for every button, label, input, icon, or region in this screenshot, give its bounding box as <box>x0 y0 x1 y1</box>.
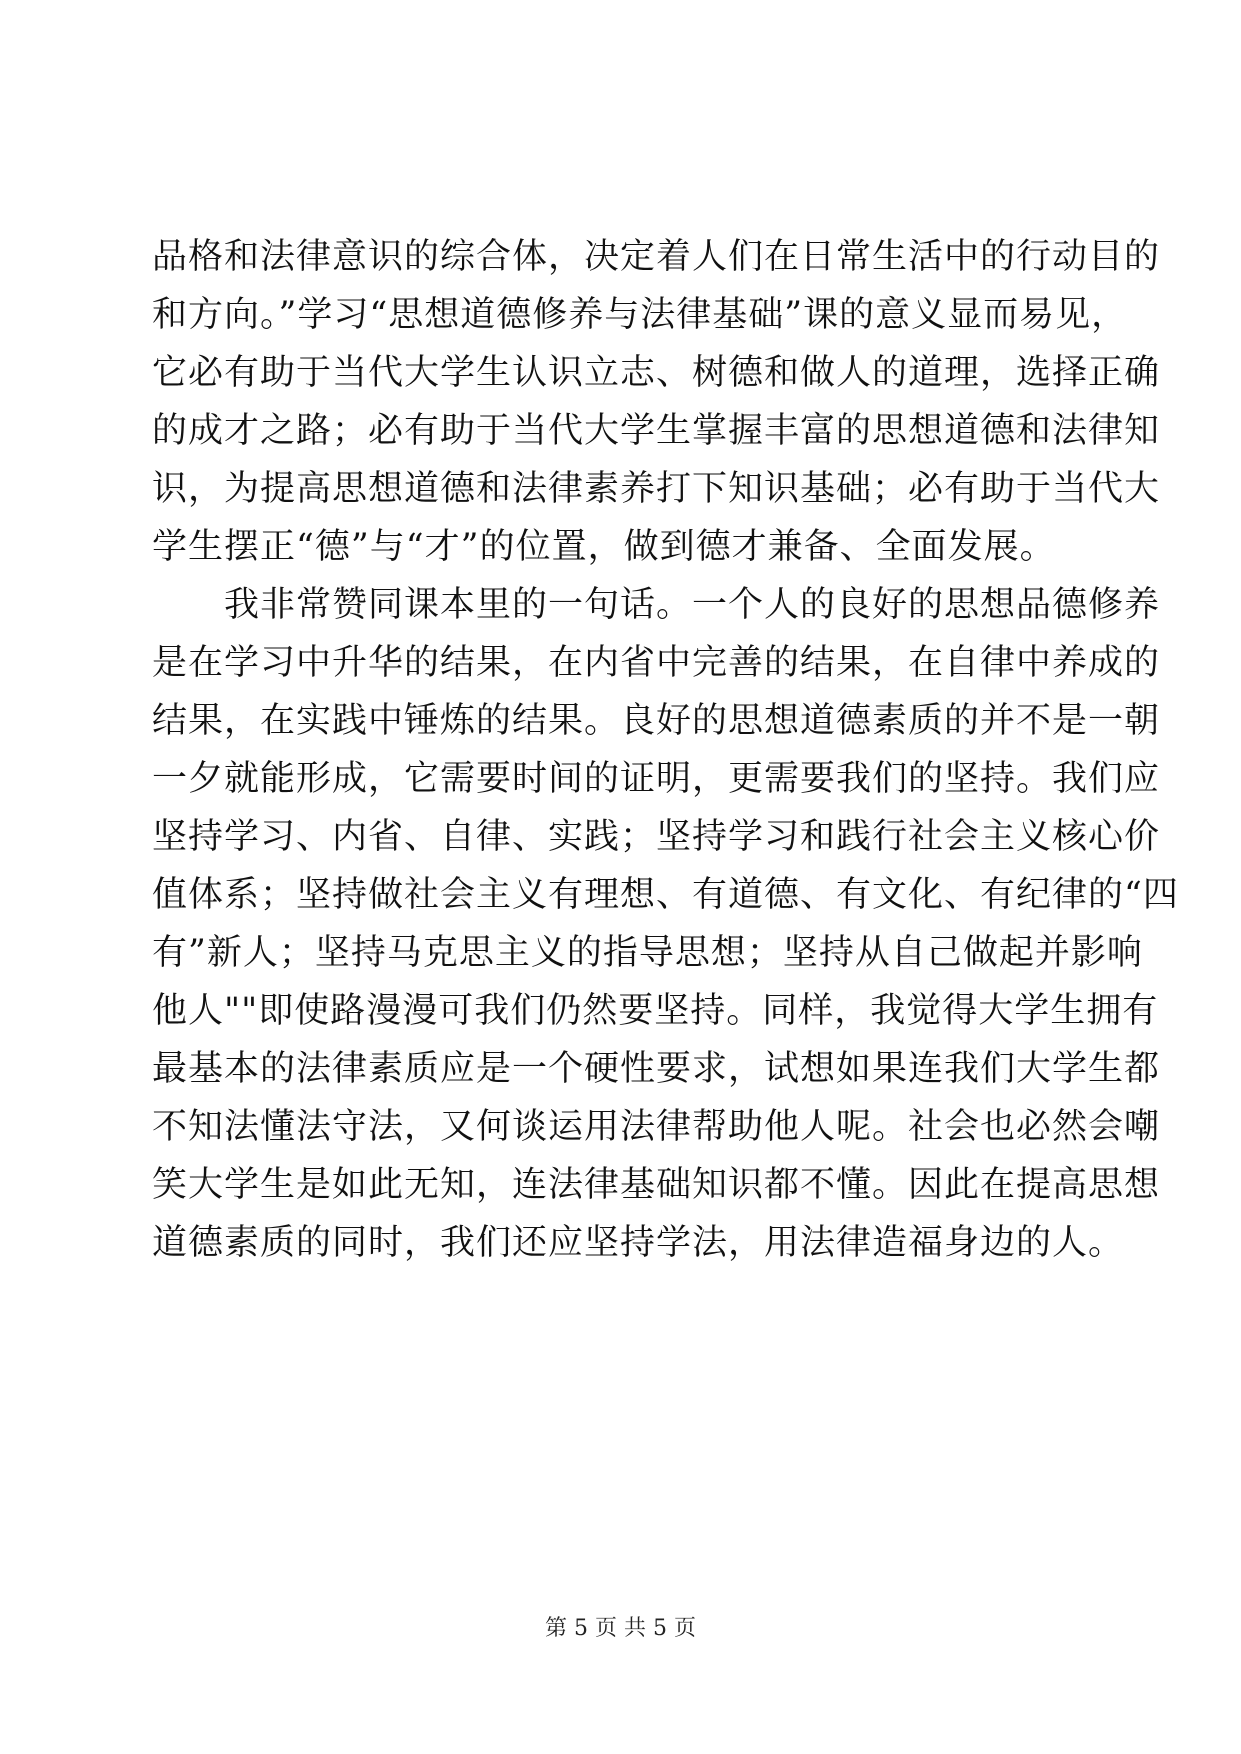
text-line: 和方向。”学习“思想道德修养与法律基础”课的意义显而易见， <box>152 295 1128 335</box>
text-line: 不知法懂法守法，又何谈运用法律帮助他人呢。社会也必然会嘲 <box>152 1107 1161 1147</box>
text-line: 我非常赞同课本里的一句话。一个人的良好的思想品德修养 <box>152 585 1161 625</box>
text-line: 坚持学习、内省、自律、实践；坚持学习和践行社会主义核心价 <box>152 817 1161 857</box>
text-line: 他人""即使路漫漫可我们仍然要坚持。同样，我觉得大学生拥有 <box>152 991 1159 1031</box>
text-line: 笑大学生是如此无知，连法律基础知识都不懂。因此在提高思想 <box>152 1165 1161 1205</box>
text-line: 是在学习中升华的结果，在内省中完善的结果，在自律中养成的 <box>152 643 1161 683</box>
text-line: 有”新人；坚持马克思主义的指导思想；坚持从自己做起并影响 <box>152 933 1143 973</box>
text-line: 一夕就能形成，它需要时间的证明，更需要我们的坚持。我们应 <box>152 759 1161 799</box>
text-line: 的成才之路；必有助于当代大学生掌握丰富的思想道德和法律知 <box>152 411 1161 451</box>
text-line: 学生摆正“德”与“才”的位置，做到德才兼备、全面发展。 <box>152 527 1056 567</box>
text-line: 值体系；坚持做社会主义有理想、有道德、有文化、有纪律的“四 <box>152 875 1179 915</box>
text-line: 识，为提高思想道德和法律素养打下知识基础；必有助于当代大 <box>152 469 1161 509</box>
text-line: 品格和法律意识的综合体，决定着人们在日常生活中的行动目的 <box>152 237 1161 277</box>
text-line: 道德素质的同时，我们还应坚持学法，用法律造福身边的人。 <box>152 1223 1125 1263</box>
text-line: 它必有助于当代大学生认识立志、树德和做人的道理，选择正确 <box>152 353 1161 393</box>
document-body <box>152 228 1179 1272</box>
text-line: 结果，在实践中锤炼的结果。良好的思想道德素质的并不是一朝 <box>152 701 1161 741</box>
text-line: 最基本的法律素质应是一个硬性要求，试想如果连我们大学生都 <box>152 1049 1161 1089</box>
page-number-footer: 第 5 页 共 5 页 <box>545 1616 696 1641</box>
